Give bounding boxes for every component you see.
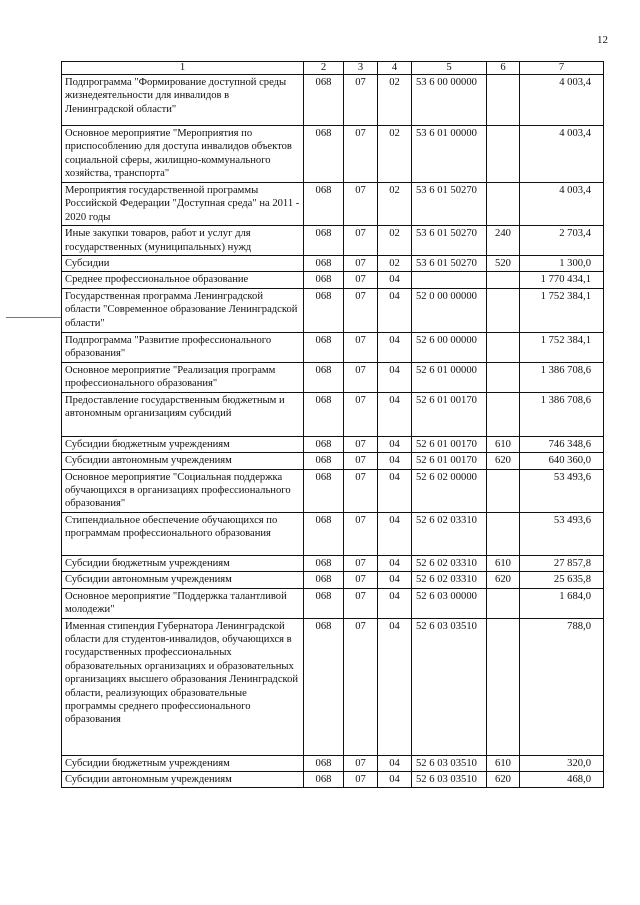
row-target-code: 52 6 00 00000 bbox=[412, 332, 487, 362]
row-section-code: 07 bbox=[344, 436, 378, 452]
row-expense-type bbox=[487, 512, 520, 555]
row-name: Предоставление государственным бюджетным и автономным организациям субсидий bbox=[62, 392, 304, 436]
row-section-code: 07 bbox=[344, 572, 378, 588]
row-admin-code: 068 bbox=[304, 588, 344, 618]
row-expense-type bbox=[487, 469, 520, 512]
row-amount: 640 360,0 bbox=[520, 453, 604, 469]
column-header: 5 bbox=[412, 62, 487, 75]
row-admin-code: 068 bbox=[304, 392, 344, 436]
row-name: Стипендиальное обеспечение обучающихся по программам профессионального образования bbox=[62, 512, 304, 555]
table-row bbox=[62, 755, 604, 771]
row-amount: 4 003,4 bbox=[520, 126, 604, 183]
row-subsection-code: 04 bbox=[378, 469, 412, 512]
row-amount: 53 493,6 bbox=[520, 512, 604, 555]
row-name: Субсидии автономным учреждениям bbox=[62, 453, 304, 469]
table-row bbox=[62, 572, 604, 588]
row-target-code: 52 6 02 00000 bbox=[412, 469, 487, 512]
row-name: Субсидии автономным учреждениям bbox=[62, 771, 304, 787]
row-expense-type bbox=[487, 332, 520, 362]
row-section-code: 07 bbox=[344, 75, 378, 126]
row-amount: 746 348,6 bbox=[520, 436, 604, 452]
row-target-code: 52 6 03 03510 bbox=[412, 618, 487, 755]
table-row bbox=[62, 392, 604, 436]
row-admin-code: 068 bbox=[304, 453, 344, 469]
row-admin-code: 068 bbox=[304, 272, 344, 288]
row-admin-code: 068 bbox=[304, 512, 344, 555]
row-admin-code: 068 bbox=[304, 332, 344, 362]
row-name: Мероприятия государственной программы Российской Федерации "Доступная среда" на 2011 - 2020 годы bbox=[62, 183, 304, 226]
row-subsection-code: 02 bbox=[378, 256, 412, 272]
row-expense-type: 610 bbox=[487, 436, 520, 452]
row-amount: 788,0 bbox=[520, 618, 604, 755]
row-name: Государственная программа Ленинградской области "Современное образование Ленинградской области" bbox=[62, 288, 304, 332]
row-name: Субсидии bbox=[62, 256, 304, 272]
row-admin-code: 068 bbox=[304, 618, 344, 755]
row-target-code: 52 6 01 00170 bbox=[412, 436, 487, 452]
row-amount: 4 003,4 bbox=[520, 183, 604, 226]
row-amount: 1 300,0 bbox=[520, 256, 604, 272]
row-section-code: 07 bbox=[344, 362, 378, 392]
column-header: 1 bbox=[62, 62, 304, 75]
margin-line bbox=[6, 317, 62, 318]
row-target-code: 52 6 01 00000 bbox=[412, 362, 487, 392]
row-target-code: 52 6 01 00170 bbox=[412, 453, 487, 469]
row-admin-code: 068 bbox=[304, 771, 344, 787]
budget-table bbox=[61, 61, 604, 788]
row-amount: 468,0 bbox=[520, 771, 604, 787]
row-subsection-code: 02 bbox=[378, 126, 412, 183]
row-amount: 320,0 bbox=[520, 755, 604, 771]
row-section-code: 07 bbox=[344, 588, 378, 618]
row-subsection-code: 04 bbox=[378, 288, 412, 332]
row-expense-type bbox=[487, 183, 520, 226]
row-section-code: 07 bbox=[344, 512, 378, 555]
row-expense-type: 610 bbox=[487, 555, 520, 571]
column-header: 2 bbox=[304, 62, 344, 75]
table-header-row bbox=[62, 62, 604, 75]
row-target-code: 52 6 02 03310 bbox=[412, 512, 487, 555]
row-subsection-code: 02 bbox=[378, 226, 412, 256]
row-section-code: 07 bbox=[344, 226, 378, 256]
row-target-code: 53 6 01 50270 bbox=[412, 256, 487, 272]
row-subsection-code: 04 bbox=[378, 332, 412, 362]
row-name: Субсидии бюджетным учреждениям bbox=[62, 555, 304, 571]
row-subsection-code: 04 bbox=[378, 771, 412, 787]
row-expense-type bbox=[487, 588, 520, 618]
column-header: 4 bbox=[378, 62, 412, 75]
row-name: Основное мероприятие "Социальная поддержка обучающихся в организациях профессионального образования" bbox=[62, 469, 304, 512]
row-target-code: 52 6 02 03310 bbox=[412, 572, 487, 588]
table-row bbox=[62, 75, 604, 126]
table-row bbox=[62, 256, 604, 272]
row-section-code: 07 bbox=[344, 618, 378, 755]
row-subsection-code: 04 bbox=[378, 572, 412, 588]
table-row bbox=[62, 272, 604, 288]
row-name: Субсидии бюджетным учреждениям bbox=[62, 436, 304, 452]
row-section-code: 07 bbox=[344, 183, 378, 226]
column-header: 3 bbox=[344, 62, 378, 75]
table-row bbox=[62, 512, 604, 555]
row-target-code: 53 6 01 50270 bbox=[412, 226, 487, 256]
row-name: Основное мероприятие "Мероприятия по приспособлению для доступа инвалидов объектов социальной сферы, жилищно-коммунального хозяйства, транспорта" bbox=[62, 126, 304, 183]
row-admin-code: 068 bbox=[304, 75, 344, 126]
column-header: 6 bbox=[487, 62, 520, 75]
row-subsection-code: 04 bbox=[378, 362, 412, 392]
table-row bbox=[62, 288, 604, 332]
row-expense-type: 620 bbox=[487, 572, 520, 588]
row-target-code: 52 6 03 03510 bbox=[412, 771, 487, 787]
row-expense-type: 620 bbox=[487, 453, 520, 469]
row-admin-code: 068 bbox=[304, 126, 344, 183]
row-admin-code: 068 bbox=[304, 362, 344, 392]
row-admin-code: 068 bbox=[304, 572, 344, 588]
table-row bbox=[62, 436, 604, 452]
table-row bbox=[62, 555, 604, 571]
row-subsection-code: 04 bbox=[378, 512, 412, 555]
row-expense-type bbox=[487, 288, 520, 332]
row-name: Иные закупки товаров, работ и услуг для государственных (муниципальных) нужд bbox=[62, 226, 304, 256]
row-section-code: 07 bbox=[344, 272, 378, 288]
row-subsection-code: 04 bbox=[378, 272, 412, 288]
row-admin-code: 068 bbox=[304, 288, 344, 332]
row-subsection-code: 02 bbox=[378, 183, 412, 226]
row-target-code: 53 6 00 00000 bbox=[412, 75, 487, 126]
row-target-code bbox=[412, 272, 487, 288]
row-subsection-code: 04 bbox=[378, 588, 412, 618]
row-admin-code: 068 bbox=[304, 755, 344, 771]
row-admin-code: 068 bbox=[304, 555, 344, 571]
row-subsection-code: 04 bbox=[378, 453, 412, 469]
row-expense-type: 610 bbox=[487, 755, 520, 771]
row-target-code: 52 6 01 00170 bbox=[412, 392, 487, 436]
row-admin-code: 068 bbox=[304, 183, 344, 226]
table-row bbox=[62, 126, 604, 183]
row-admin-code: 068 bbox=[304, 226, 344, 256]
row-name: Подпрограмма "Формирование доступной среды жизнедеятельности для инвалидов в Ленинградской области" bbox=[62, 75, 304, 126]
row-expense-type bbox=[487, 362, 520, 392]
page-number: 12 bbox=[597, 34, 608, 46]
row-amount: 1 386 708,6 bbox=[520, 392, 604, 436]
table-row bbox=[62, 362, 604, 392]
row-section-code: 07 bbox=[344, 453, 378, 469]
row-subsection-code: 02 bbox=[378, 75, 412, 126]
row-section-code: 07 bbox=[344, 332, 378, 362]
row-admin-code: 068 bbox=[304, 436, 344, 452]
row-target-code: 52 0 00 00000 bbox=[412, 288, 487, 332]
row-subsection-code: 04 bbox=[378, 618, 412, 755]
row-name: Основное мероприятие "Реализация программ профессионального образования" bbox=[62, 362, 304, 392]
row-amount: 53 493,6 bbox=[520, 469, 604, 512]
table-row bbox=[62, 588, 604, 618]
row-expense-type: 240 bbox=[487, 226, 520, 256]
row-subsection-code: 04 bbox=[378, 436, 412, 452]
row-expense-type: 520 bbox=[487, 256, 520, 272]
row-name: Субсидии бюджетным учреждениям bbox=[62, 755, 304, 771]
row-section-code: 07 bbox=[344, 555, 378, 571]
row-section-code: 07 bbox=[344, 755, 378, 771]
row-section-code: 07 bbox=[344, 288, 378, 332]
row-expense-type bbox=[487, 75, 520, 126]
row-name: Подпрограмма "Развитие профессионального образования" bbox=[62, 332, 304, 362]
row-target-code: 53 6 01 00000 bbox=[412, 126, 487, 183]
row-target-code: 52 6 03 00000 bbox=[412, 588, 487, 618]
row-name: Именная стипендия Губернатора Ленинградской области для студентов-инвалидов, обучающихся в государственных профессиональных образовательных организациях и образовательных организациях высшего образования Ленинградской области, реализующих образовательные программы среднего профессионального образования bbox=[62, 618, 304, 755]
row-section-code: 07 bbox=[344, 126, 378, 183]
table-row bbox=[62, 771, 604, 787]
row-amount: 1 684,0 bbox=[520, 588, 604, 618]
row-name: Среднее профессиональное образование bbox=[62, 272, 304, 288]
row-amount: 4 003,4 bbox=[520, 75, 604, 126]
row-target-code: 53 6 01 50270 bbox=[412, 183, 487, 226]
row-expense-type bbox=[487, 126, 520, 183]
row-section-code: 07 bbox=[344, 256, 378, 272]
row-section-code: 07 bbox=[344, 771, 378, 787]
row-section-code: 07 bbox=[344, 392, 378, 436]
row-amount: 1 770 434,1 bbox=[520, 272, 604, 288]
row-section-code: 07 bbox=[344, 469, 378, 512]
row-admin-code: 068 bbox=[304, 256, 344, 272]
table-row bbox=[62, 332, 604, 362]
row-amount: 2 703,4 bbox=[520, 226, 604, 256]
row-subsection-code: 04 bbox=[378, 392, 412, 436]
table-row bbox=[62, 453, 604, 469]
row-name: Основное мероприятие "Поддержка талантливой молодежи" bbox=[62, 588, 304, 618]
row-subsection-code: 04 bbox=[378, 755, 412, 771]
table-row bbox=[62, 469, 604, 512]
row-expense-type bbox=[487, 618, 520, 755]
row-target-code: 52 6 03 03510 bbox=[412, 755, 487, 771]
row-target-code: 52 6 02 03310 bbox=[412, 555, 487, 571]
row-expense-type: 620 bbox=[487, 771, 520, 787]
column-header: 7 bbox=[520, 62, 604, 75]
table-row bbox=[62, 618, 604, 755]
row-expense-type bbox=[487, 392, 520, 436]
row-amount: 1 752 384,1 bbox=[520, 288, 604, 332]
row-amount: 27 857,8 bbox=[520, 555, 604, 571]
row-subsection-code: 04 bbox=[378, 555, 412, 571]
row-amount: 25 635,8 bbox=[520, 572, 604, 588]
row-expense-type bbox=[487, 272, 520, 288]
table-row bbox=[62, 226, 604, 256]
row-name: Субсидии автономным учреждениям bbox=[62, 572, 304, 588]
table-row bbox=[62, 183, 604, 226]
row-admin-code: 068 bbox=[304, 469, 344, 512]
row-amount: 1 752 384,1 bbox=[520, 332, 604, 362]
row-amount: 1 386 708,6 bbox=[520, 362, 604, 392]
